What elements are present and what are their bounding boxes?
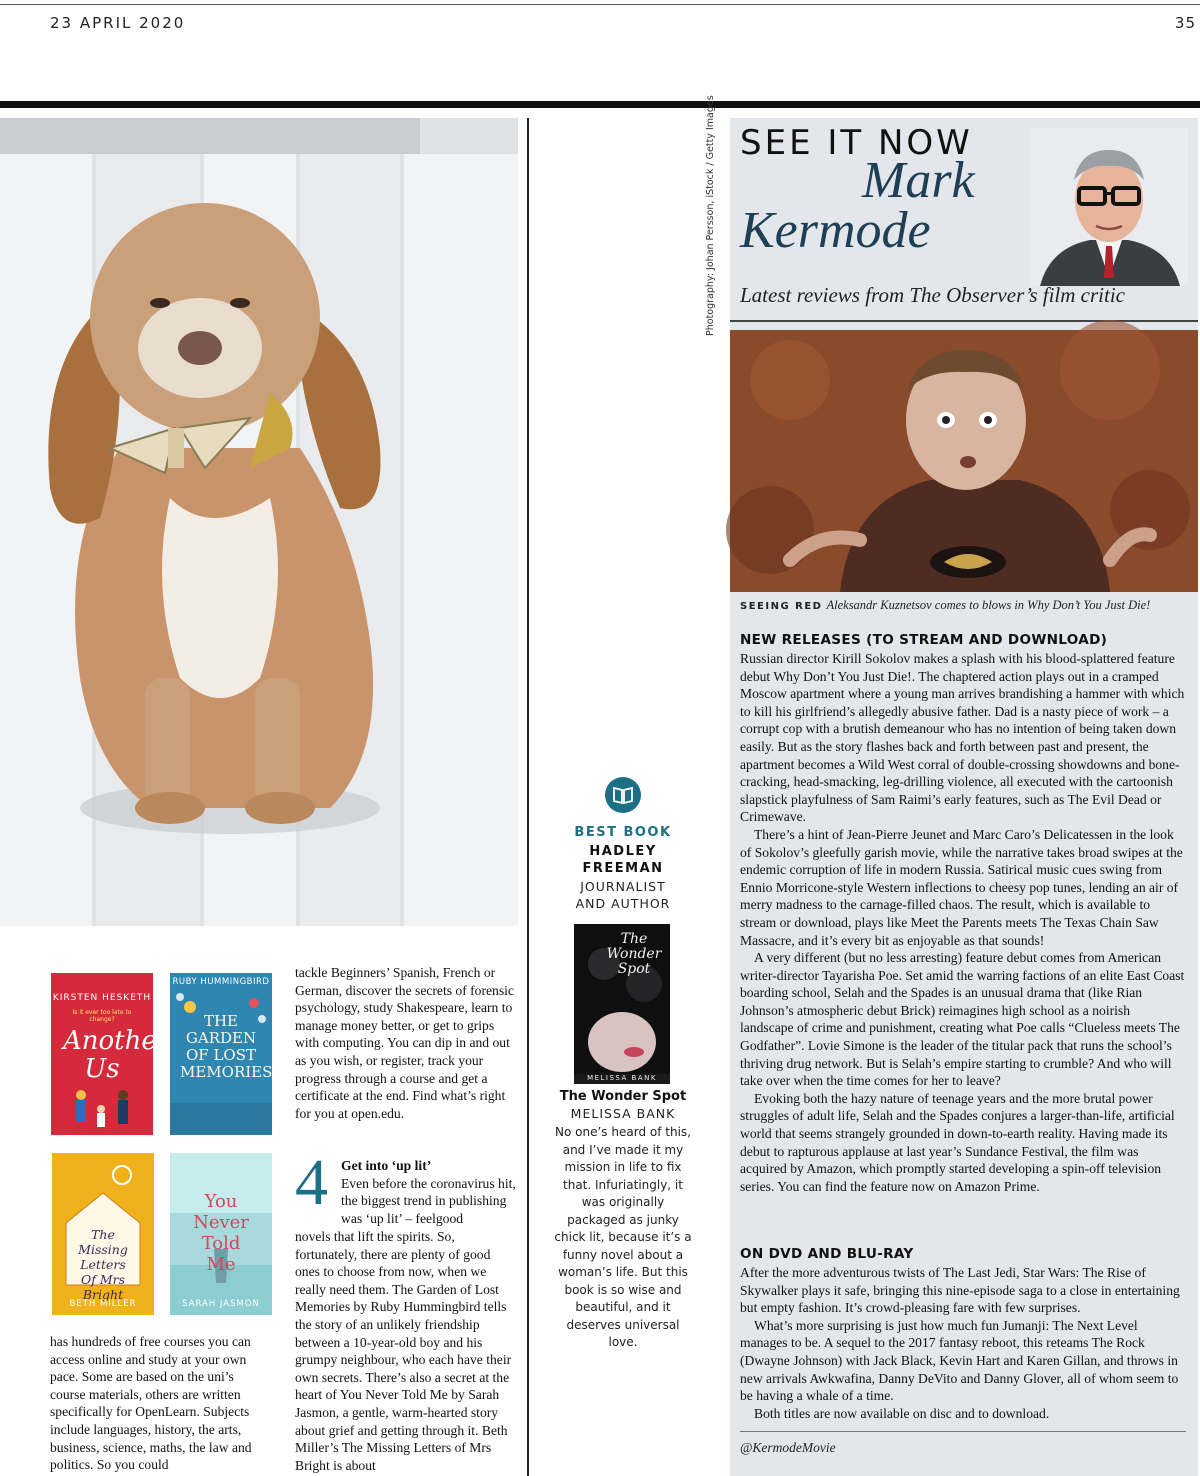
review-paragraph: What’s more surprising is just how much fun Jumanji: The Next Level manages to be. A sequel to the 2017 fantasy reboot, this reteams The Rock (Dwayne Johnson) with Jack Black, Kevin Hart and Karen Gillan, and throws in new arrivals Awkwafina, Danny DeVito and Danny Glover, all of whom seem to be having a whale of a time.: [740, 1317, 1179, 1404]
see-it-now-kicker: SEE IT NOW: [740, 123, 973, 163]
issue-date: 23 APRIL 2020: [50, 14, 186, 32]
best-book-review: No one’s heard of this, and I’ve made it my mission in life to fix that. Infuriatingly, it was originally packaged as junky chick lit, because it’s a funny novel about a woman’s life. But this book is so wise and beautiful, and it deserves universal love.: [554, 1125, 692, 1349]
dog-photo: [0, 118, 518, 926]
photo-credit: Photography: Johan Persson, iStock / Getty Images: [705, 95, 716, 336]
review-paragraph: A very different (but no less arresting) feature debut comes from American writer-director Tayarisha Poe. Set amid the warring factions of an elite East Coast boarding school, Selah and the Spades is an unusual drama that (like Rian Johnson’s atmospheric debut Brick) reimagines high school as a noirish landscape of crime and punishment, creating what Poe calls “Clueless meets The Godfather”. Lovie Simone is the leader of the titular pack that runs the school’s thriving drug network. But is Selah’s empire starting to crumble? And who will take over when the time comes for her to leave?: [740, 950, 1185, 1089]
top-rule: [0, 4, 1200, 5]
critic-portrait: [1030, 128, 1188, 286]
item-4-lead-text: Even before the coronavirus hit, the biggest trend in publishing was ‘up lit’ – feelgood: [341, 1175, 516, 1226]
recommender-role: JOURNALIST AND AUTHOR: [575, 879, 671, 911]
film-still-image: [730, 330, 1198, 592]
item-4-body: novels that lift the spirits. So, fortunately, there are plenty of good ones to choose from now, when we really need them. The Garden of Lost Memories by Ruby Hummingbird tells the story of an unlikely friendship between a 10-year-old boy and his grumpy neighbour, who each have their own secrets. There’s also a secret at the heart of You Never Told Me by Sarah Jasmon, a gentle, warm-hearted story about grief and getting through it. Beth Miller’s The Missing Letters of Mrs Bright is about: [295, 1229, 512, 1473]
best-book-title: The Wonder Spot: [559, 1089, 687, 1104]
photo-caption: [740, 598, 1194, 613]
item-number-4: 4: [295, 1146, 328, 1219]
handle-rule: [740, 1431, 1186, 1432]
review-paragraph: Evoking both the hazy nature of teenage years and the more brutal power struggles of adult life, Selah and the Spades conjures a larger-than-life, artificial world that seems strangely grounded in down-to-earth reality. Having made its debut to rapturous applause at last year’s Sundance Festival, the film was acquired by Amazon, which promptly started developing a spin-off television series. You can find the feature now on Amazon Prime.: [740, 1090, 1175, 1194]
new-releases-review: [740, 650, 1186, 1195]
item-4-lead: [341, 1157, 519, 1227]
review-paragraph: After the more adventurous twists of The Last Jedi, Star Wars: The Rise of Skywalker plays it safe, bringing this nine-episode saga to a close in entertaining but empty fashion. It’s crowd-pleasing fare with few surprises.: [740, 1265, 1180, 1316]
critic-last-name: Kermode: [740, 202, 931, 259]
best-book-label: BEST BOOK: [574, 825, 672, 840]
twitter-handle: @KermodeMovie: [740, 1440, 836, 1455]
book-cover-another-us: KIRSTEN HESKETH Is it ever too late to change? Another Us: [51, 973, 153, 1135]
review-paragraph: Russian director Kirill Sokolov makes a splash with his blood-splattered feature debut Why Don’t You Just Die!. The chaptered action plays out in a cramped Moscow apartment where a young man arrives brandishing a hammer with which to kill his girlfriend’s allegedly abusive father. Dad is a nasty piece of work – a corrupt cop with a brutish demeanour who has no intention of being taken down easily. But as the story flashes back and forth between past and present, the apartment becomes a Wild West corral of double-crossing showdowns and bone-cracking, head-smacking, leg-drilling violence, all executed with the cartoonish slapstick playfulness of Sam Raimi’s early features, such as The Evil Dead or Crimewave.: [740, 651, 1185, 825]
best-book-author: MELISSA BANK: [570, 1106, 676, 1121]
article-column-left: has hundreds of free courses you can access online and study at your own pace. Some are based on the uni’s course materials, others are written specifically for OpenLearn. Subjects include languages, history, the arts, business, science, maths, the law and politics. So you could: [50, 1334, 252, 1473]
article-column-middle-top: tackle Beginners’ Spanish, French or German, discover the secrets of forensic psychology, study Shakespeare, learn to manage money better, or get to grips with computing. You can dip in and out as you wish, or register, track your progress through a course and get a certificate at the end. Find what’s right for you at open.edu.: [295, 965, 514, 1121]
book-cover-garden-of-lost-memories: RUBY HUMMINGBIRD THE GARDEN OF LOST MEMORIES: [170, 973, 272, 1135]
header-rule: [0, 101, 1200, 108]
review-paragraph: Both titles are now available on disc and to download.: [754, 1405, 1050, 1421]
new-releases-heading: NEW RELEASES (TO STREAM AND DOWNLOAD): [740, 632, 1108, 648]
column-divider: [527, 118, 529, 1476]
panel-rule: [730, 320, 1198, 322]
book-cover-wonder-spot: The Wonder Spot MELISSA BANK: [574, 924, 670, 1084]
caption-text: Aleksandr Kuznetsov comes to blows in Why Don’t You Just Die!: [826, 598, 1151, 612]
dvd-heading: ON DVD AND BLU-RAY: [740, 1246, 914, 1262]
book-cover-missing-letters-mrs-bright: The Missing Letters Of Mrs Bright BETH MILLER: [52, 1153, 154, 1315]
page-number: 35: [1174, 14, 1196, 32]
caption-label: SEEING RED: [740, 601, 823, 612]
critic-first-name: Mark: [862, 152, 975, 209]
open-book-icon: [605, 777, 641, 813]
review-paragraph: There’s a hint of Jean-Pierre Jeunet and Marc Caro’s Delicatessen in the look of Sokolov’s gleefully garish movie, while the narrative takes broad swipes at the endemic corruption of life in modern Russia. Satirical music cues swing from Ennio Morricone-style Western inflections to cheesy pop tunes, lending an air of merry madness to the carnage-filled chaos. The result, which is available to stream or download, plays like Meet the Parents meets The Texas Chain Saw Massacre, and it’s every bit as enjoyable as that sounds!: [740, 826, 1183, 948]
dvd-review: [740, 1264, 1186, 1422]
book-cover-you-never-told-me: You Never Told Me SARAH JASMON: [170, 1153, 272, 1315]
recommender-name: HADLEY FREEMAN: [582, 844, 664, 876]
panel-tagline: Latest reviews from The Observer’s film critic: [740, 283, 1125, 307]
item-4-heading: Get into ‘up lit’: [341, 1158, 432, 1173]
